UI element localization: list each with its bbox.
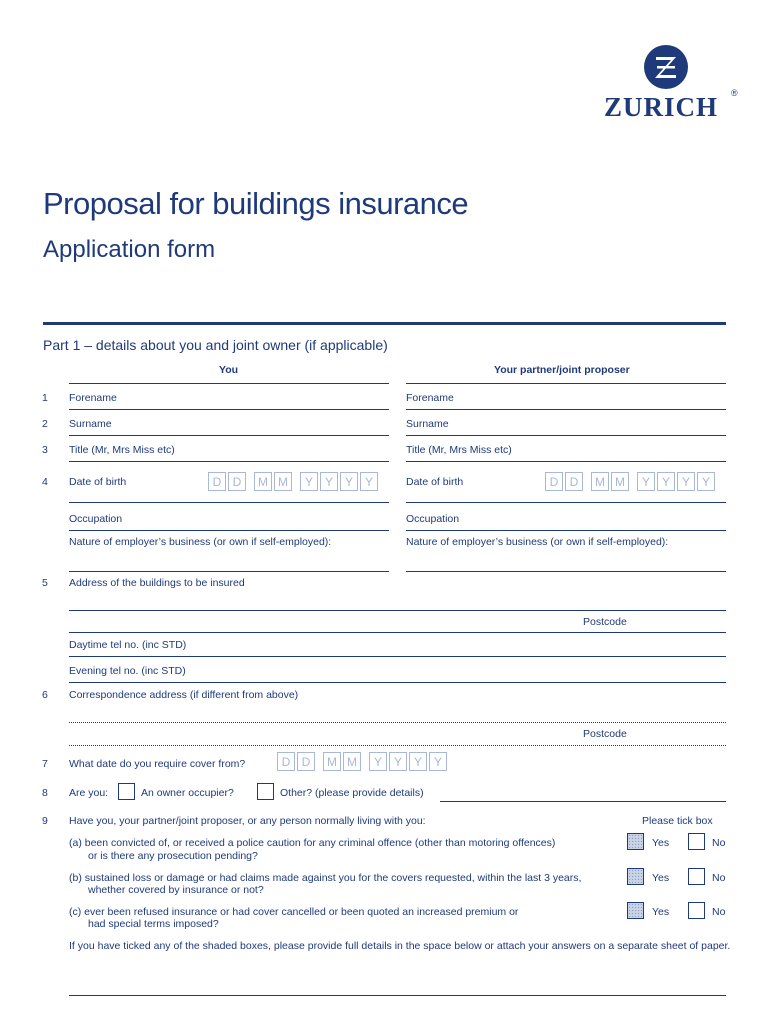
postcode-label-2: Postcode: [583, 728, 627, 740]
cover-date-label: What date do you require cover from?: [69, 758, 246, 770]
address-field[interactable]: [69, 610, 726, 611]
date-cell[interactable]: Y: [677, 472, 695, 491]
no-label: No: [712, 837, 726, 849]
address-label: Address of the buildings to be insured: [69, 577, 245, 589]
date-cell[interactable]: M: [591, 472, 609, 491]
correspondence-label: Correspondence address (if different from above): [69, 689, 299, 701]
zurich-logo: [600, 44, 740, 124]
date-cell[interactable]: Y: [637, 472, 655, 491]
dob-input[interactable]: [208, 472, 378, 491]
question-b-yes-checkbox[interactable]: [627, 868, 644, 885]
date-cell[interactable]: M: [323, 752, 341, 771]
q9-label: Have you, your partner/joint proposer, or any person normally living with you:: [69, 815, 426, 827]
page-subtitle: Application form: [43, 236, 216, 263]
col-partner-heading: Your partner/joint proposer: [494, 364, 630, 376]
yes-label: Yes: [652, 906, 670, 918]
question-a-line1: (a) been convicted of, or received a police caution for any criminal offence (other than motoring offences): [69, 837, 556, 849]
part1-heading: Part 1 – details about you and joint owner (if applicable): [43, 337, 388, 353]
business-field[interactable]: [69, 571, 389, 572]
date-cell[interactable]: Y: [340, 472, 358, 491]
surname-label: Surname: [69, 418, 112, 430]
divider: [43, 322, 726, 325]
question-c-line2: had special terms imposed?: [88, 918, 219, 930]
forename-label: Forename: [69, 392, 117, 404]
row-number: 5: [42, 577, 48, 589]
yes-label: Yes: [652, 872, 670, 884]
page-title: Proposal for buildings insurance: [43, 186, 469, 221]
row-rule: [69, 502, 389, 503]
details-field[interactable]: [69, 995, 726, 996]
forename-field[interactable]: [69, 409, 389, 410]
partner-title-field[interactable]: [406, 461, 726, 462]
date-cell[interactable]: D: [277, 752, 295, 771]
date-cell[interactable]: M: [274, 472, 292, 491]
yes-label: Yes: [652, 837, 670, 849]
title-label: Title (Mr, Mrs Miss etc): [69, 444, 175, 456]
partner-dob-input[interactable]: [545, 472, 715, 491]
date-cell[interactable]: Y: [389, 752, 407, 771]
postcode-field[interactable]: [69, 632, 726, 633]
date-cell[interactable]: D: [565, 472, 583, 491]
brand-name: ZURICH: [604, 92, 719, 122]
date-cell[interactable]: Y: [657, 472, 675, 491]
question-b-line2: whether covered by insurance or not?: [88, 884, 264, 896]
question-a-yes-checkbox[interactable]: [627, 833, 644, 850]
owner-occupier-checkbox[interactable]: [118, 783, 135, 800]
postcode-label: Postcode: [583, 616, 627, 628]
partner-title-label: Title (Mr, Mrs Miss etc): [406, 444, 512, 456]
date-cell[interactable]: Y: [320, 472, 338, 491]
correspondence-field[interactable]: [69, 722, 726, 723]
day-tel-field[interactable]: [69, 656, 726, 657]
registered-mark: ®: [731, 88, 738, 98]
question-b-no-checkbox[interactable]: [688, 868, 705, 885]
date-cell[interactable]: D: [297, 752, 315, 771]
row-number: 4: [42, 476, 48, 488]
no-label: No: [712, 872, 726, 884]
partner-surname-label: Surname: [406, 418, 449, 430]
are-you-label: Are you:: [69, 787, 109, 799]
partner-business-label: Nature of employer’s business (or own if self-employed):: [406, 536, 669, 548]
row-number: 8: [42, 787, 48, 799]
footer-note: If you have ticked any of the shaded boxes, please provide full details in the space below or attach your answers on a separate sheet of paper.: [69, 940, 731, 952]
cover-date-input[interactable]: [277, 752, 447, 771]
date-cell[interactable]: M: [254, 472, 272, 491]
partner-occupation-label: Occupation: [406, 513, 460, 525]
question-c-line1: (c) ever been refused insurance or had cover cancelled or been quoted an increased premium or: [69, 906, 519, 918]
row-rule: [406, 502, 726, 503]
title-field[interactable]: [69, 461, 389, 462]
date-cell[interactable]: Y: [369, 752, 387, 771]
date-cell[interactable]: Y: [300, 472, 318, 491]
row-number: 1: [42, 392, 48, 404]
owner-occupier-label: An owner occupier?: [141, 787, 234, 799]
question-b-line1: (b) sustained loss or damage or had claims made against you for the covers requested, within the last 3 years,: [69, 872, 582, 884]
eve-tel-label: Evening tel no. (inc STD): [69, 665, 186, 677]
other-details-field[interactable]: [440, 801, 726, 802]
please-tick-label: Please tick box: [642, 815, 713, 827]
partner-forename-field[interactable]: [406, 409, 726, 410]
date-cell[interactable]: D: [228, 472, 246, 491]
row-number: 3: [42, 444, 48, 456]
date-cell[interactable]: D: [545, 472, 563, 491]
surname-field[interactable]: [69, 435, 389, 436]
zurich-emblem-icon: [643, 44, 689, 90]
question-c-yes-checkbox[interactable]: [627, 902, 644, 919]
col-you-heading: You: [219, 364, 239, 376]
business-label: Nature of employer’s business (or own if self-employed):: [69, 536, 332, 548]
row-rule: [406, 383, 726, 384]
dob-label: Date of birth: [69, 476, 127, 488]
partner-forename-label: Forename: [406, 392, 454, 404]
occupation-field[interactable]: [69, 530, 389, 531]
date-cell[interactable]: Y: [697, 472, 715, 491]
question-a-no-checkbox[interactable]: [688, 833, 705, 850]
no-label: No: [712, 906, 726, 918]
row-number: 2: [42, 418, 48, 430]
row-number: 6: [42, 689, 48, 701]
question-c-no-checkbox[interactable]: [688, 902, 705, 919]
row-number: 9: [42, 815, 48, 827]
other-label: Other? (please provide details): [280, 787, 424, 799]
partner-business-field[interactable]: [406, 571, 726, 572]
day-tel-label: Daytime tel no. (inc STD): [69, 639, 187, 651]
date-cell[interactable]: M: [611, 472, 629, 491]
date-cell[interactable]: D: [208, 472, 226, 491]
row-number: 7: [42, 758, 48, 770]
occupation-label: Occupation: [69, 513, 123, 525]
date-cell[interactable]: Y: [360, 472, 378, 491]
postcode-field-2[interactable]: [69, 745, 726, 746]
row-rule: [69, 383, 389, 384]
other-checkbox[interactable]: [257, 783, 274, 800]
date-cell[interactable]: M: [343, 752, 361, 771]
question-a-line2: or is there any prosecution pending?: [88, 850, 258, 862]
partner-dob-label: Date of birth: [406, 476, 464, 488]
date-cell[interactable]: Y: [429, 752, 447, 771]
date-cell[interactable]: Y: [409, 752, 427, 771]
partner-occupation-field[interactable]: [406, 530, 726, 531]
partner-surname-field[interactable]: [406, 435, 726, 436]
eve-tel-field[interactable]: [69, 682, 726, 683]
